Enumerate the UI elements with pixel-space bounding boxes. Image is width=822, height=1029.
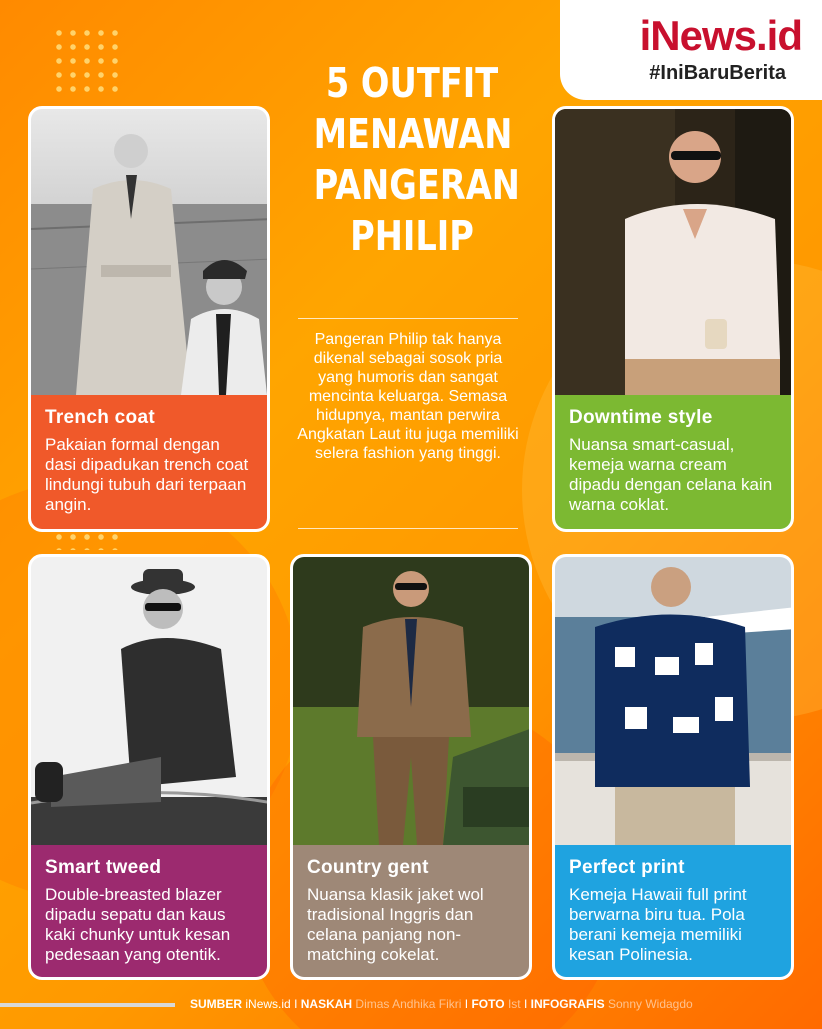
outfit-card-perfect-print	[552, 554, 794, 980]
caption-text: Nuansa smart-casual, kemeja warna cream dipadu dengan celana kain warna coklat.	[569, 435, 773, 514]
caption-title: Trench coat	[45, 407, 155, 428]
photo-downtime-style	[555, 109, 791, 395]
intro-text: Pangeran Philip tak hanya dikenal sebagai sosok pria yang humoris dan sangat mencinta keluarga. Semasa hidupnya, mantan perwira Angkatan Laut itu juga memiliki selera fashion yang tinggi.	[297, 331, 519, 462]
caption-country-gent	[293, 845, 529, 977]
photo-trench-coat	[31, 109, 267, 395]
caption-trench-coat	[31, 395, 267, 529]
footer-label: SUMBER	[190, 997, 243, 1011]
title-line: 5 OUTFIT	[325, 59, 499, 107]
decorative-dots	[52, 530, 122, 550]
caption-smart-tweed	[31, 845, 267, 977]
footer-divider	[0, 1003, 175, 1007]
caption-perfect-print	[555, 845, 791, 977]
caption-text: Kemeja Hawaii full print berwarna biru tua. Pola berani kemeja memiliki kesan Polinesia.	[569, 885, 747, 964]
footer-label: INFOGRAFIS	[530, 997, 605, 1011]
footer-value: Sonny Widagdo	[607, 997, 693, 1011]
footer-value: Ist	[507, 997, 521, 1011]
caption-text: Nuansa klasik jaket wol tradisional Inggris dan celana panjang non-matching cokelat.	[307, 885, 484, 964]
divider	[298, 528, 518, 529]
caption-title: Perfect print	[569, 857, 685, 878]
caption-title: Smart tweed	[45, 857, 162, 878]
outfit-card-downtime-style	[552, 106, 794, 532]
footer-value: iNews.id	[245, 997, 291, 1011]
photo-perfect-print	[555, 557, 791, 845]
divider	[298, 318, 518, 319]
title-line: MENAWAN	[313, 110, 513, 158]
outfit-card-trench-coat	[28, 106, 270, 532]
hashtag: #IniBaruBerita	[649, 62, 786, 84]
title-line: PHILIP	[350, 212, 474, 260]
outfit-card-smart-tweed	[28, 554, 270, 980]
title-line: PANGERAN	[313, 161, 520, 209]
outfit-card-country-gent	[290, 554, 532, 980]
footer-label: FOTO	[471, 997, 505, 1011]
decorative-dots	[52, 26, 122, 96]
footer-label: NASKAH	[300, 997, 353, 1011]
photo-country-gent	[293, 557, 529, 845]
caption-downtime-style	[555, 395, 791, 529]
brand-header	[560, 0, 822, 100]
photo-smart-tweed	[31, 557, 267, 845]
caption-title: Downtime style	[569, 407, 713, 428]
caption-text: Pakaian formal dengan dasi dipadukan trench coat lindungi tubuh dari terpaan angin.	[45, 435, 249, 514]
caption-title: Country gent	[307, 857, 429, 878]
page-title	[313, 58, 520, 262]
caption-text: Double-breasted blazer dipadu sepatu dan kaus kaki chunky untuk kesan pedesaan yang otentik.	[45, 885, 231, 964]
credits-footer: SUMBER iNews.id I NASKAH Dimas Andhika Fikri I FOTO Ist I INFOGRAFIS Sonny Widagdo	[190, 997, 693, 1011]
inews-logo[interactable]: iNews.id	[639, 12, 802, 59]
footer-value: Dimas Andhika Fikri	[355, 997, 462, 1011]
